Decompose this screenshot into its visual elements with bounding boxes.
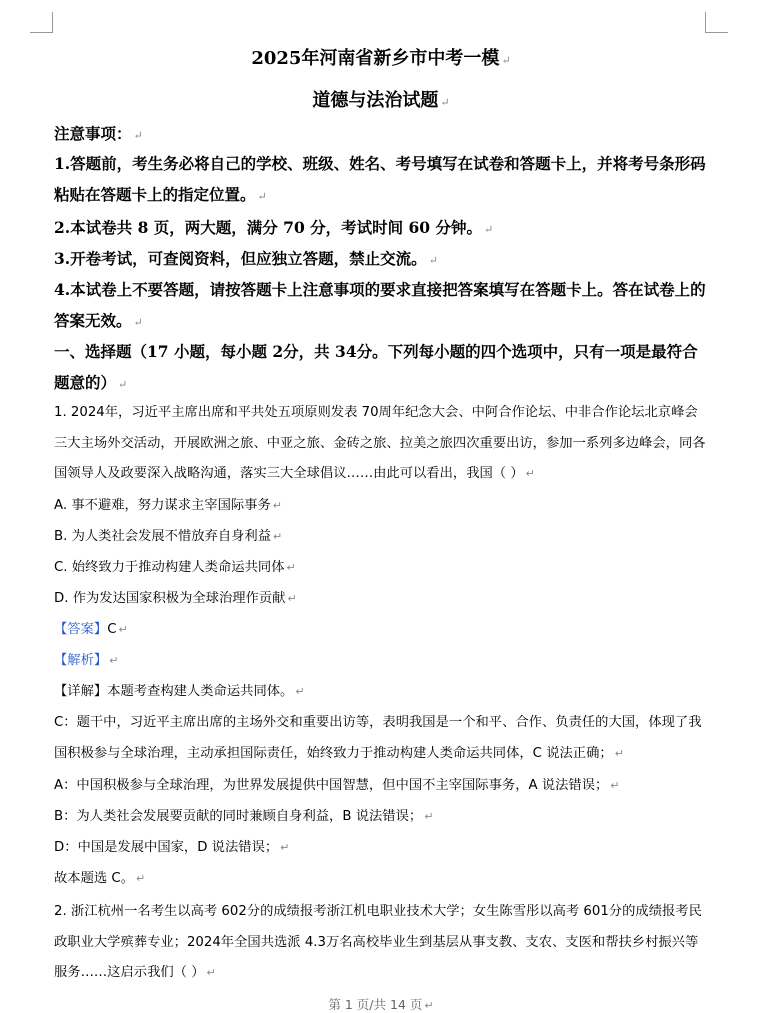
explanation-c: C：题干中，习近平主席出席的主场外交和重要出访等，表明我国是一个和平、合作、负责任的大国，体现了我国积极参与全球治理，主动承担国际责任，始终致力于推动构建人类命运共同体，C 说法正确； ↵ bbox=[54, 715, 702, 761]
answer-tag: 【答案】 bbox=[54, 622, 108, 637]
question-1-option-c: C. 始终致力于推动构建人类命运共同体 ↵ bbox=[54, 560, 296, 575]
question-1-stem: 1. 2024年，习近平主席出席和平共处五项原则发表 70周年纪念大会、中阿合作论坛、中非合作论坛北京峰会三大主场外交活动，开展欧洲之旅、中亚之旅、金砖之旅、拉美之旅四次重要出访，参加一系列多边峰会，同各国领导人及政要深入战略沟通，落实三大全球倡议……由此可以看出，我国（ ） ↵ bbox=[54, 405, 706, 481]
crop-mark-top-right bbox=[705, 12, 728, 33]
question-1-option-b: B. 为人类社会发展不惜放弃自身利益 ↵ bbox=[54, 529, 283, 544]
explanation-b: B：为人类社会发展要贡献的同时兼顾自身利益，B 说法错误； ↵ bbox=[54, 809, 434, 824]
analysis-tag: 【解析】 ↵ bbox=[54, 653, 119, 668]
question-1-option-a: A. 事不避难，努力谋求主宰国际事务 ↵ bbox=[54, 498, 282, 513]
question-1-option-d: D. 作为发达国家积极为全球治理作贡献 ↵ bbox=[54, 591, 297, 606]
page-footer: 第 1 页/共 14 页 ↵ bbox=[328, 997, 434, 1012]
page-subtitle: 道德与法治试题 ↵ bbox=[312, 90, 450, 111]
conclusion: 故本题选 C。 ↵ bbox=[54, 871, 146, 886]
notice-item-4: 4.本试卷上不要答题，请按答题卡上注意事项的要求直接把答案填写在答题卡上。答在试卷上的答案无效。 ↵ bbox=[54, 280, 706, 330]
answer-line: 【答案】C ↵ bbox=[54, 622, 128, 637]
notice-item-3: 3.开卷考试，可查阅资料，但应独立答题，禁止交流。 ↵ bbox=[54, 249, 438, 268]
crop-mark-top-left bbox=[30, 12, 53, 33]
detail-line: 【详解】本题考查构建人类命运共同体。 ↵ bbox=[54, 684, 305, 699]
section-heading: 一、选择题（17 小题，每小题 2分，共 34分。下列每小题的四个选项中，只有一项是最符合题意的） ↵ bbox=[54, 342, 698, 392]
explanation-a: A：中国积极参与全球治理，为世界发展提供中国智慧，但中国不主宰国际事务，A 说法错误； ↵ bbox=[54, 778, 620, 793]
explanation-d: D：中国是发展中国家，D 说法错误； ↵ bbox=[54, 840, 290, 855]
page-title: 2025年河南省新乡市中考一模 ↵ bbox=[251, 48, 511, 69]
question-2-stem: 2. 浙江杭州一名考生以高考 602分的成绩报考浙江机电职业技术大学；女生陈雪彤以高考 601分的成绩报考民政职业大学殡葬专业；2024年全国共选派 4.3万名高校毕业生到基层从事支教、支农、支医和帮扶乡村振兴等服务……这启示我们（ ） ↵ bbox=[54, 904, 702, 980]
notice-item-1: 1.答题前，考生务必将自己的学校、班级、姓名、考号填写在试卷和答题卡上，并将考号条形码粘贴在答题卡上的指定位置。 ↵ bbox=[54, 154, 706, 204]
notice-heading: 注意事项： ↵ bbox=[54, 124, 143, 143]
notice-item-2: 2.本试卷共 8 页，两大题，满分 70 分，考试时间 60 分钟。 ↵ bbox=[54, 218, 494, 237]
